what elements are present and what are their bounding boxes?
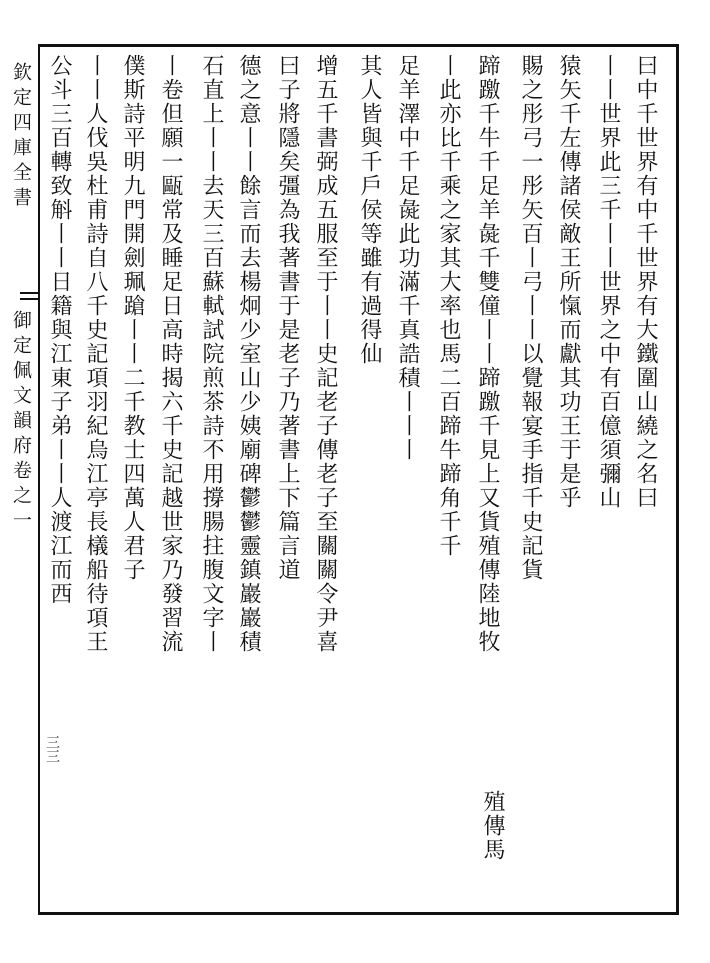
- text-column: 丨此亦比千乘之家其大率也馬二百蹄牛蹄角千千: [436, 54, 461, 558]
- frame-left-border: [38, 44, 40, 914]
- text-column: 蹄躈千牛千足羊彘千雙僮丨丨蹄躈千見上又貨殖傳陸地牧: [475, 54, 500, 654]
- page-number: 三三: [44, 735, 60, 763]
- text-column: 殖傳馬: [480, 790, 505, 862]
- text-column: 僕斯詩平明九門開劍珮蹌丨丨二千教士四萬人君子: [120, 54, 145, 582]
- text-column: 猿矢千左傳諸侯敵王所愾而獻其功王于是乎: [556, 54, 581, 510]
- text-column: 其人皆與千戶侯等雖有過得仙: [357, 54, 382, 366]
- text-column: 曰中千世界有中千世界有大鐵圍山繞之名曰: [633, 54, 658, 510]
- frame-bottom-border: [38, 912, 679, 915]
- text-column: 曰子將隱矣彊為我著書于是老子乃著書上下篇言道: [275, 54, 300, 582]
- text-column: 增五千書弼成五服至于丨丨史記老子傳老子至關關令尹喜: [313, 54, 338, 654]
- frame-right-border: [676, 44, 679, 914]
- frame-top-border: [38, 44, 678, 47]
- text-column: 足羊澤中千足彘此功滿千真誥積丨丨丨: [395, 54, 420, 462]
- text-column: 公斗三百轉致斛丨丨日籍與江東子弟丨丨人渡江而西: [47, 54, 72, 606]
- margin-divider: [20, 292, 38, 294]
- book-title: 欽定四庫全書: [10, 62, 32, 212]
- text-column: 德之意丨丨餘言而去楊炯少室山少姨廟碑鬱鬱靈鎮巖巖積: [236, 54, 261, 654]
- margin-divider: [20, 298, 38, 300]
- text-column: 石直上丨丨去天三百蘇軾試院煎茶詩不用撐腸拄腹文字丨: [199, 54, 224, 654]
- text-column: 丨丨世界此三千丨丨世界之中有百億須彌山: [596, 54, 621, 510]
- text-column: 賜之彤弓一彤矢百丨弓丨丨以覺報宴手指千史記貨: [518, 54, 543, 582]
- section-title: 御定佩文韻府卷之一: [10, 310, 32, 535]
- text-column: 丨丨人伐吳杜甫詩自八千史記項羽紀烏江亭長檥船待項王: [83, 54, 108, 654]
- text-column: 丨卷但願一甌常及睡足日高時揭六千史記越世家乃發習流: [158, 54, 183, 654]
